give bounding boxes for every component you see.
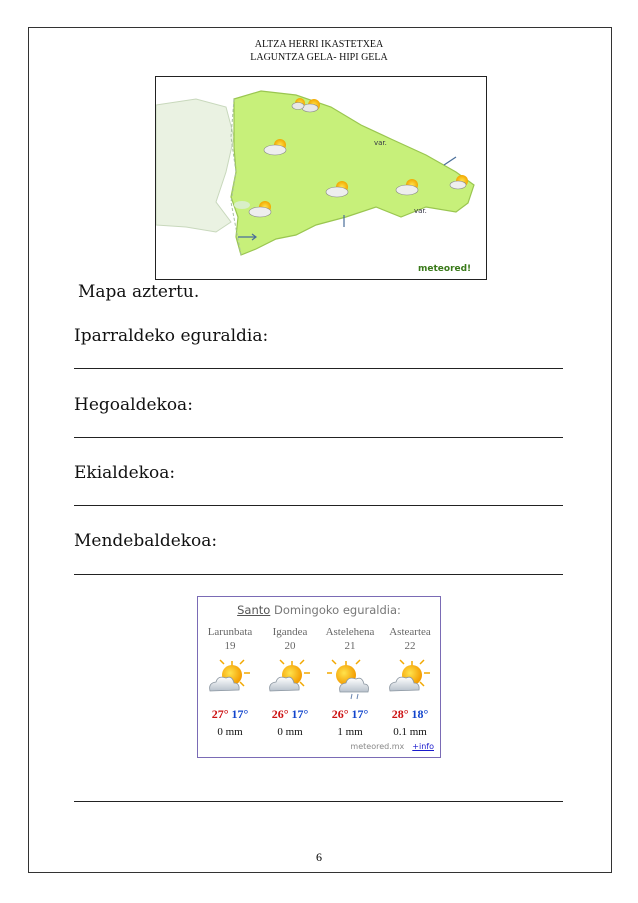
page-number: 6 [316, 850, 322, 864]
forecast-day [320, 625, 380, 653]
answer-line-forecast[interactable] [74, 801, 563, 802]
rain-amount: 0.1 mm [393, 726, 427, 738]
sun-cloud-icon [206, 659, 250, 699]
temp-low: 18° [411, 707, 429, 721]
temp-low: 17° [351, 707, 369, 721]
weather-map [155, 76, 487, 280]
rain-amount: 0 mm [277, 726, 303, 738]
day-name: Asteartea [389, 626, 431, 638]
dominican-republic-region [231, 91, 474, 255]
answer-line-north[interactable] [74, 368, 563, 369]
temp-high: 26° [331, 707, 349, 721]
forecast-source: meteored.mx [350, 742, 405, 751]
forecast-widget [197, 596, 441, 758]
day-name: Larunbata [207, 626, 253, 638]
forecast-temps [380, 707, 440, 722]
question-north: Iparraldeko eguraldia: [74, 326, 269, 346]
meteored-logo: meteored! [418, 264, 472, 274]
day-name: Astelehena [325, 626, 375, 638]
day-date: 22 [404, 640, 416, 652]
forecast-temps [200, 707, 260, 722]
day-name: Igandea [272, 626, 308, 638]
question-south: Hegoaldekoa: [74, 395, 193, 415]
more-info-link[interactable]: +info [412, 742, 434, 751]
question-west: Mendebaldekoa: [74, 531, 218, 551]
forecast-title [198, 603, 440, 617]
forecast-title-city[interactable]: Santo [237, 603, 271, 617]
forecast-title-rest: Domingoko eguraldia: [270, 603, 401, 617]
answer-line-west[interactable] [74, 574, 563, 575]
wind-arrow-icon [444, 157, 456, 165]
instruction-text: Mapa aztertu. [78, 282, 200, 302]
rain-amount: 0 mm [217, 726, 243, 738]
day-date: 21 [344, 640, 356, 652]
sun-cloud-icon [386, 659, 430, 699]
forecast-temps [320, 707, 380, 722]
forecast-temps [260, 707, 320, 722]
sun-cloud-icon [266, 659, 310, 699]
map-label-var-2: var. [414, 207, 427, 215]
sun-cloud-drizzle-icon [326, 659, 370, 703]
temp-low: 17° [291, 707, 309, 721]
temp-low: 17° [231, 707, 249, 721]
temp-high: 26° [271, 707, 289, 721]
day-date: 19 [224, 640, 236, 652]
forecast-day [200, 625, 260, 653]
day-date: 20 [284, 640, 296, 652]
forecast-footer [350, 742, 434, 751]
rain-amount: 1 mm [337, 726, 363, 738]
island-map [156, 77, 486, 279]
school-name: ALTZA HERRI IKASTETXEA [254, 39, 384, 50]
forecast-day [260, 625, 320, 653]
forecast-day [380, 625, 440, 653]
answer-line-south[interactable] [74, 437, 563, 438]
map-label-var-1: var. [374, 139, 387, 147]
haiti-region [156, 99, 234, 232]
temp-high: 27° [211, 707, 229, 721]
answer-line-east[interactable] [74, 505, 563, 506]
class-name: LAGUNTZA GELA- HIPI GELA [250, 52, 388, 63]
temp-high: 28° [391, 707, 409, 721]
question-east: Ekialdekoa: [74, 463, 176, 483]
